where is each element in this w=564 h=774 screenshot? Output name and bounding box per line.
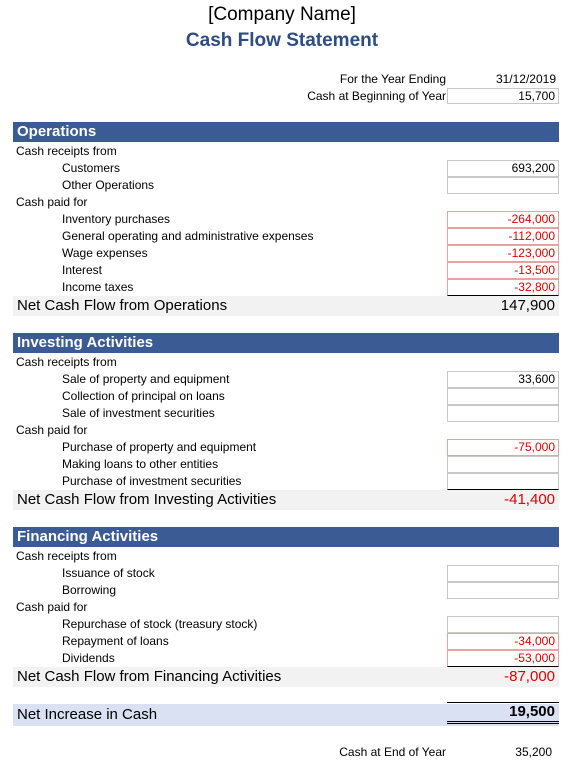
row-label-collection-loans: Collection of principal on loans [62,389,225,403]
row-label-general-operating: General operating and administrative expenses [62,229,314,243]
end-cash-value: 35,200 [515,745,552,759]
investing-paid-label: Cash paid for [16,423,88,437]
operations-net-value: 147,900 [500,297,555,314]
end-cash-label: Cash at End of Year [339,745,446,759]
financing-paid-label: Cash paid for [16,600,88,614]
year-ending-label: For the Year Ending [339,72,446,86]
beginning-cash-label: Cash at Beginning of Year [307,89,446,103]
row-label-wage: Wage expenses [62,246,148,260]
investing-receipts-label: Cash receipts from [16,355,117,369]
value-cell-dividends[interactable]: -53,000 [447,650,559,667]
row-label-customers: Customers [62,161,121,175]
financing-net-label: Net Cash Flow from Financing Activities [13,667,559,687]
value-cell-purchase-property[interactable]: -75,000 [447,439,559,456]
value-cell-wage[interactable]: -123,000 [447,245,559,262]
value-cell-making-loans[interactable] [447,456,559,473]
value-cell-repurchase-stock[interactable] [447,616,559,633]
value-cell-inventory[interactable]: -264,000 [447,211,559,228]
value-cell-income-taxes[interactable]: -32,800 [447,279,559,296]
financing-receipts-label: Cash receipts from [16,549,117,563]
investing-net-value: -41,400 [504,491,555,508]
row-label-borrowing: Borrowing [62,583,117,597]
beginning-cash-value[interactable]: 15,700 [447,88,559,104]
value-cell-sale-property[interactable]: 33,600 [447,371,559,388]
financing-net-value: -87,000 [504,668,555,685]
value-cell-purchase-securities[interactable] [447,473,559,490]
value-cell-collection-loans[interactable] [447,388,559,405]
statement-title: Cash Flow Statement [185,30,379,51]
year-ending-value[interactable]: 31/12/2019 [495,72,556,86]
section-header-investing: Investing Activities [13,333,559,353]
section-header-operations: Operations [13,122,559,142]
value-cell-sale-securities[interactable] [447,405,559,422]
value-cell-repayment-loans[interactable]: -34,000 [447,633,559,650]
row-label-other-operations: Other Operations [62,178,155,192]
operations-receipts-label: Cash receipts from [16,144,117,158]
row-label-inventory: Inventory purchases [62,212,171,226]
row-label-making-loans: Making loans to other entities [62,457,219,471]
row-label-repurchase-stock: Repurchase of stock (treasury stock) [62,617,258,631]
company-name: [Company Name] [208,4,356,25]
row-label-sale-property: Sale of property and equipment [62,372,230,386]
section-header-financing: Financing Activities [13,527,559,547]
net-increase-value: 19,500 [447,702,559,724]
value-cell-other-operations[interactable] [447,177,559,194]
row-label-interest: Interest [62,263,103,277]
row-label-issuance-stock: Issuance of stock [62,566,155,580]
operations-net-label: Net Cash Flow from Operations [13,296,559,316]
row-label-income-taxes: Income taxes [62,280,134,294]
value-cell-issuance-stock[interactable] [447,565,559,582]
row-label-dividends: Dividends [62,651,115,665]
row-label-repayment-loans: Repayment of loans [62,634,169,648]
net-increase-label: Net Increase in Cash [13,704,559,726]
value-cell-customers[interactable]: 693,200 [447,160,559,177]
row-label-purchase-securities: Purchase of investment securities [62,474,242,488]
investing-net-label: Net Cash Flow from Investing Activities [13,490,559,510]
value-cell-borrowing[interactable] [447,582,559,599]
operations-paid-label: Cash paid for [16,195,88,209]
value-cell-interest[interactable]: -13,500 [447,262,559,279]
row-label-purchase-property: Purchase of property and equipment [62,440,257,454]
value-cell-general-operating[interactable]: -112,000 [447,228,559,245]
row-label-sale-securities: Sale of investment securities [62,406,215,420]
